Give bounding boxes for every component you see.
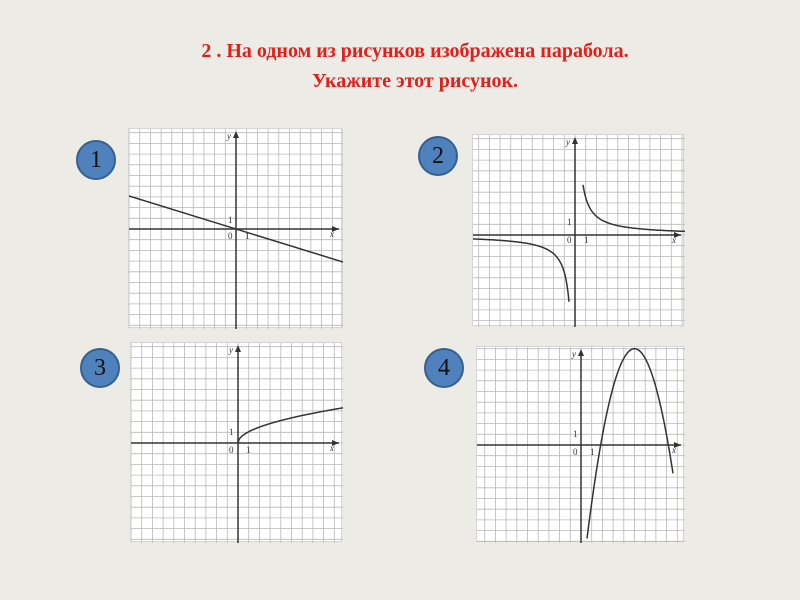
graph-number-badge-3: 3 <box>80 348 120 388</box>
unit-y-label: 1 <box>228 215 233 225</box>
unit-x-label: 1 <box>246 445 251 455</box>
origin-label: 0 <box>228 231 233 241</box>
x-axis-label: x <box>672 445 676 455</box>
x-axis-label: x <box>672 235 676 245</box>
graph-number-badge-2: 2 <box>418 136 458 176</box>
title-line-2: Укажите этот рисунок. <box>311 70 519 92</box>
x-axis-label: x <box>330 443 334 453</box>
y-axis-arrow-icon <box>578 349 584 356</box>
y-axis-arrow-icon <box>233 131 239 138</box>
graph-number-badge-1: 1 <box>76 140 116 180</box>
unit-x-label: 1 <box>590 447 595 457</box>
y-axis-label: y <box>227 131 231 141</box>
graph-number-badge-4: 4 <box>424 348 464 388</box>
y-axis-arrow-icon <box>235 345 241 352</box>
graph-panel-3[interactable] <box>130 342 342 542</box>
unit-y-label: 1 <box>567 217 572 227</box>
graph-panel-1[interactable] <box>128 128 342 328</box>
graph-3-svg <box>131 343 343 543</box>
graph-4-svg <box>477 347 685 543</box>
unit-y-label: 1 <box>573 429 578 439</box>
y-axis-label: y <box>229 345 233 355</box>
unit-y-label: 1 <box>229 427 234 437</box>
origin-label: 0 <box>567 235 572 245</box>
function-curve <box>238 408 343 443</box>
graph-2-svg <box>473 135 685 327</box>
y-axis-label: y <box>572 349 576 359</box>
unit-x-label: 1 <box>245 231 250 241</box>
graph-panel-2[interactable] <box>472 134 684 326</box>
y-axis-arrow-icon <box>572 137 578 144</box>
unit-x-label: 1 <box>584 235 589 245</box>
y-axis-label: y <box>566 137 570 147</box>
origin-label: 0 <box>573 447 578 457</box>
function-curve <box>587 349 673 539</box>
graph-1-svg <box>129 129 343 329</box>
grid-lines <box>473 135 685 327</box>
slide-title <box>0 36 800 96</box>
origin-label: 0 <box>229 445 234 455</box>
x-axis-label: x <box>330 229 334 239</box>
function-curve <box>473 239 569 302</box>
title-line-1: 2 . На одном из рисунков изображена парабола. <box>201 40 629 62</box>
graph-panel-4[interactable] <box>476 346 684 542</box>
